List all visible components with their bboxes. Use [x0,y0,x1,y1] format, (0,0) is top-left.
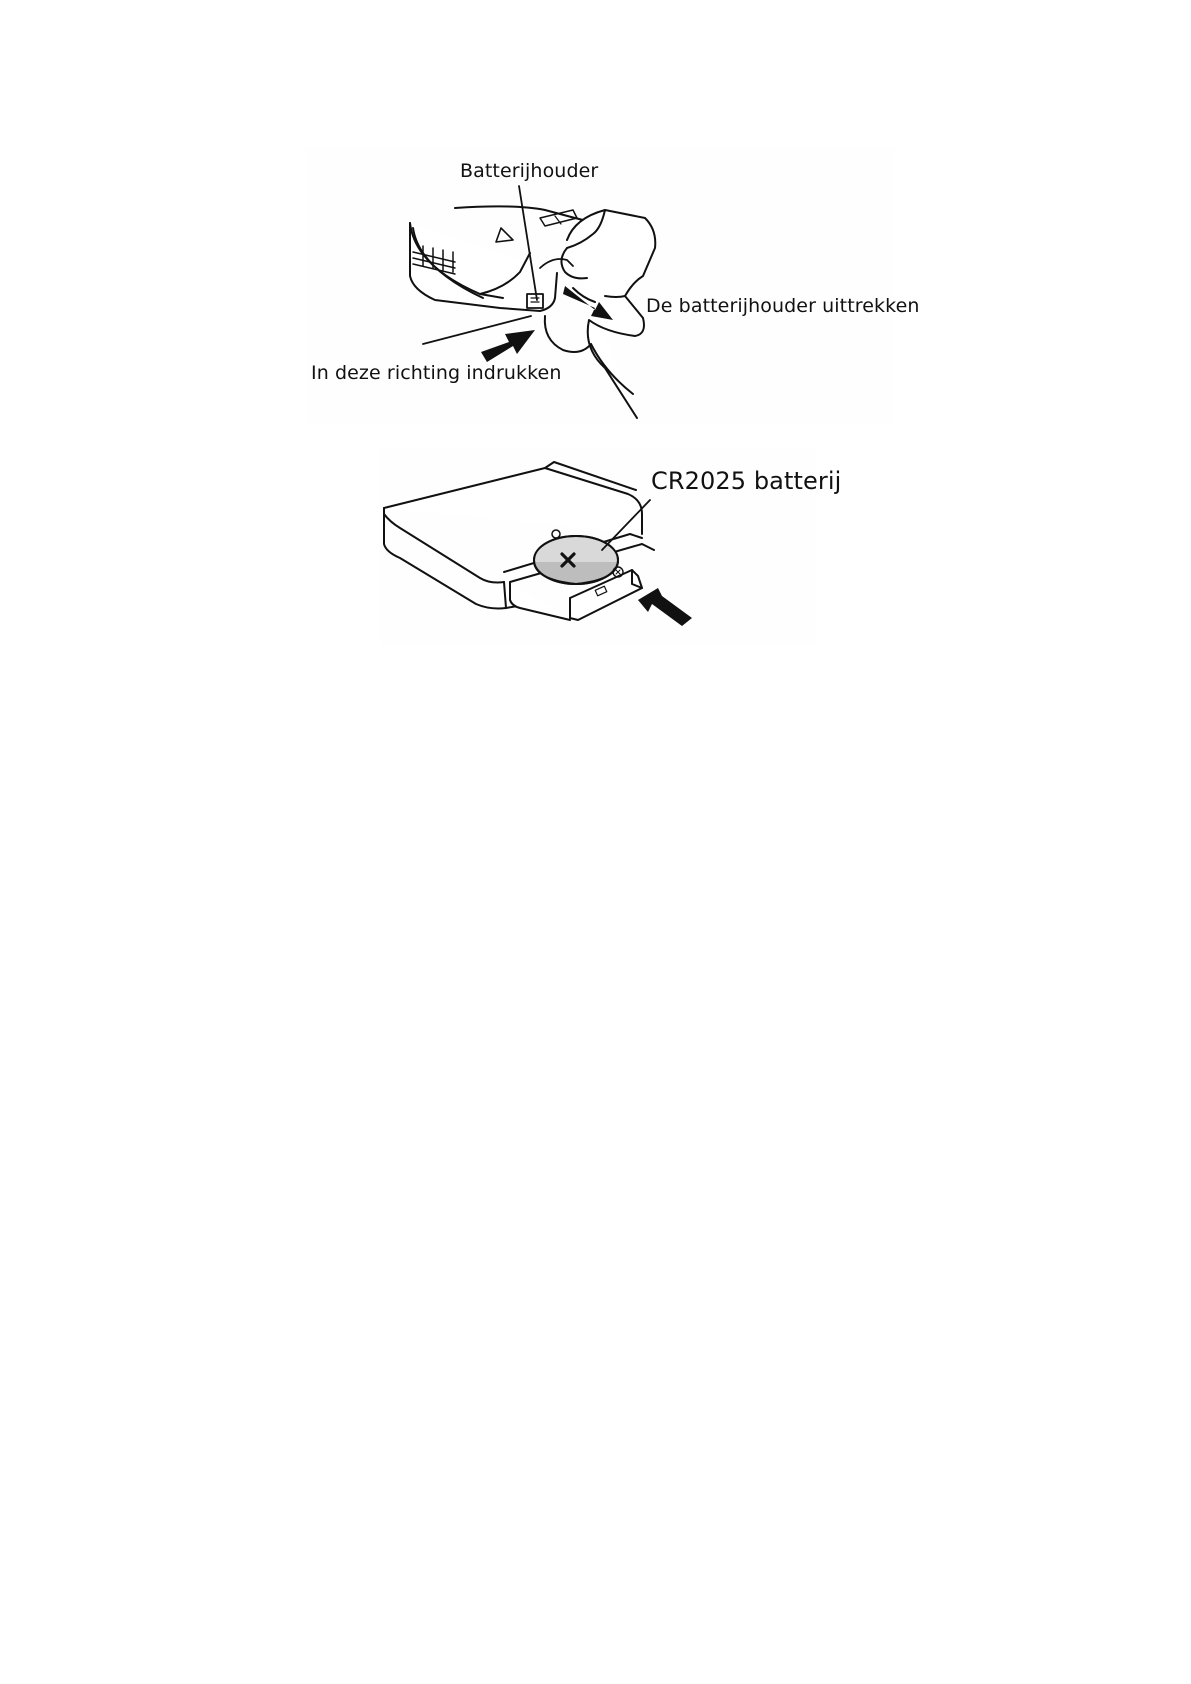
pull-out-holder-label: De batterijhouder uittrekken [646,295,920,317]
led-icon [552,530,560,538]
hand [567,210,655,418]
battery-holder-label: Batterijhouder [460,160,599,182]
cr2025-battery-label: CR2025 batterij [651,467,842,495]
press-arrow-icon [481,330,535,362]
warning-triangle-icon [496,228,513,242]
battery-tray [510,582,570,620]
press-direction-label: In deze richting indrukken [311,362,562,384]
insert-arrow-icon [638,588,692,626]
